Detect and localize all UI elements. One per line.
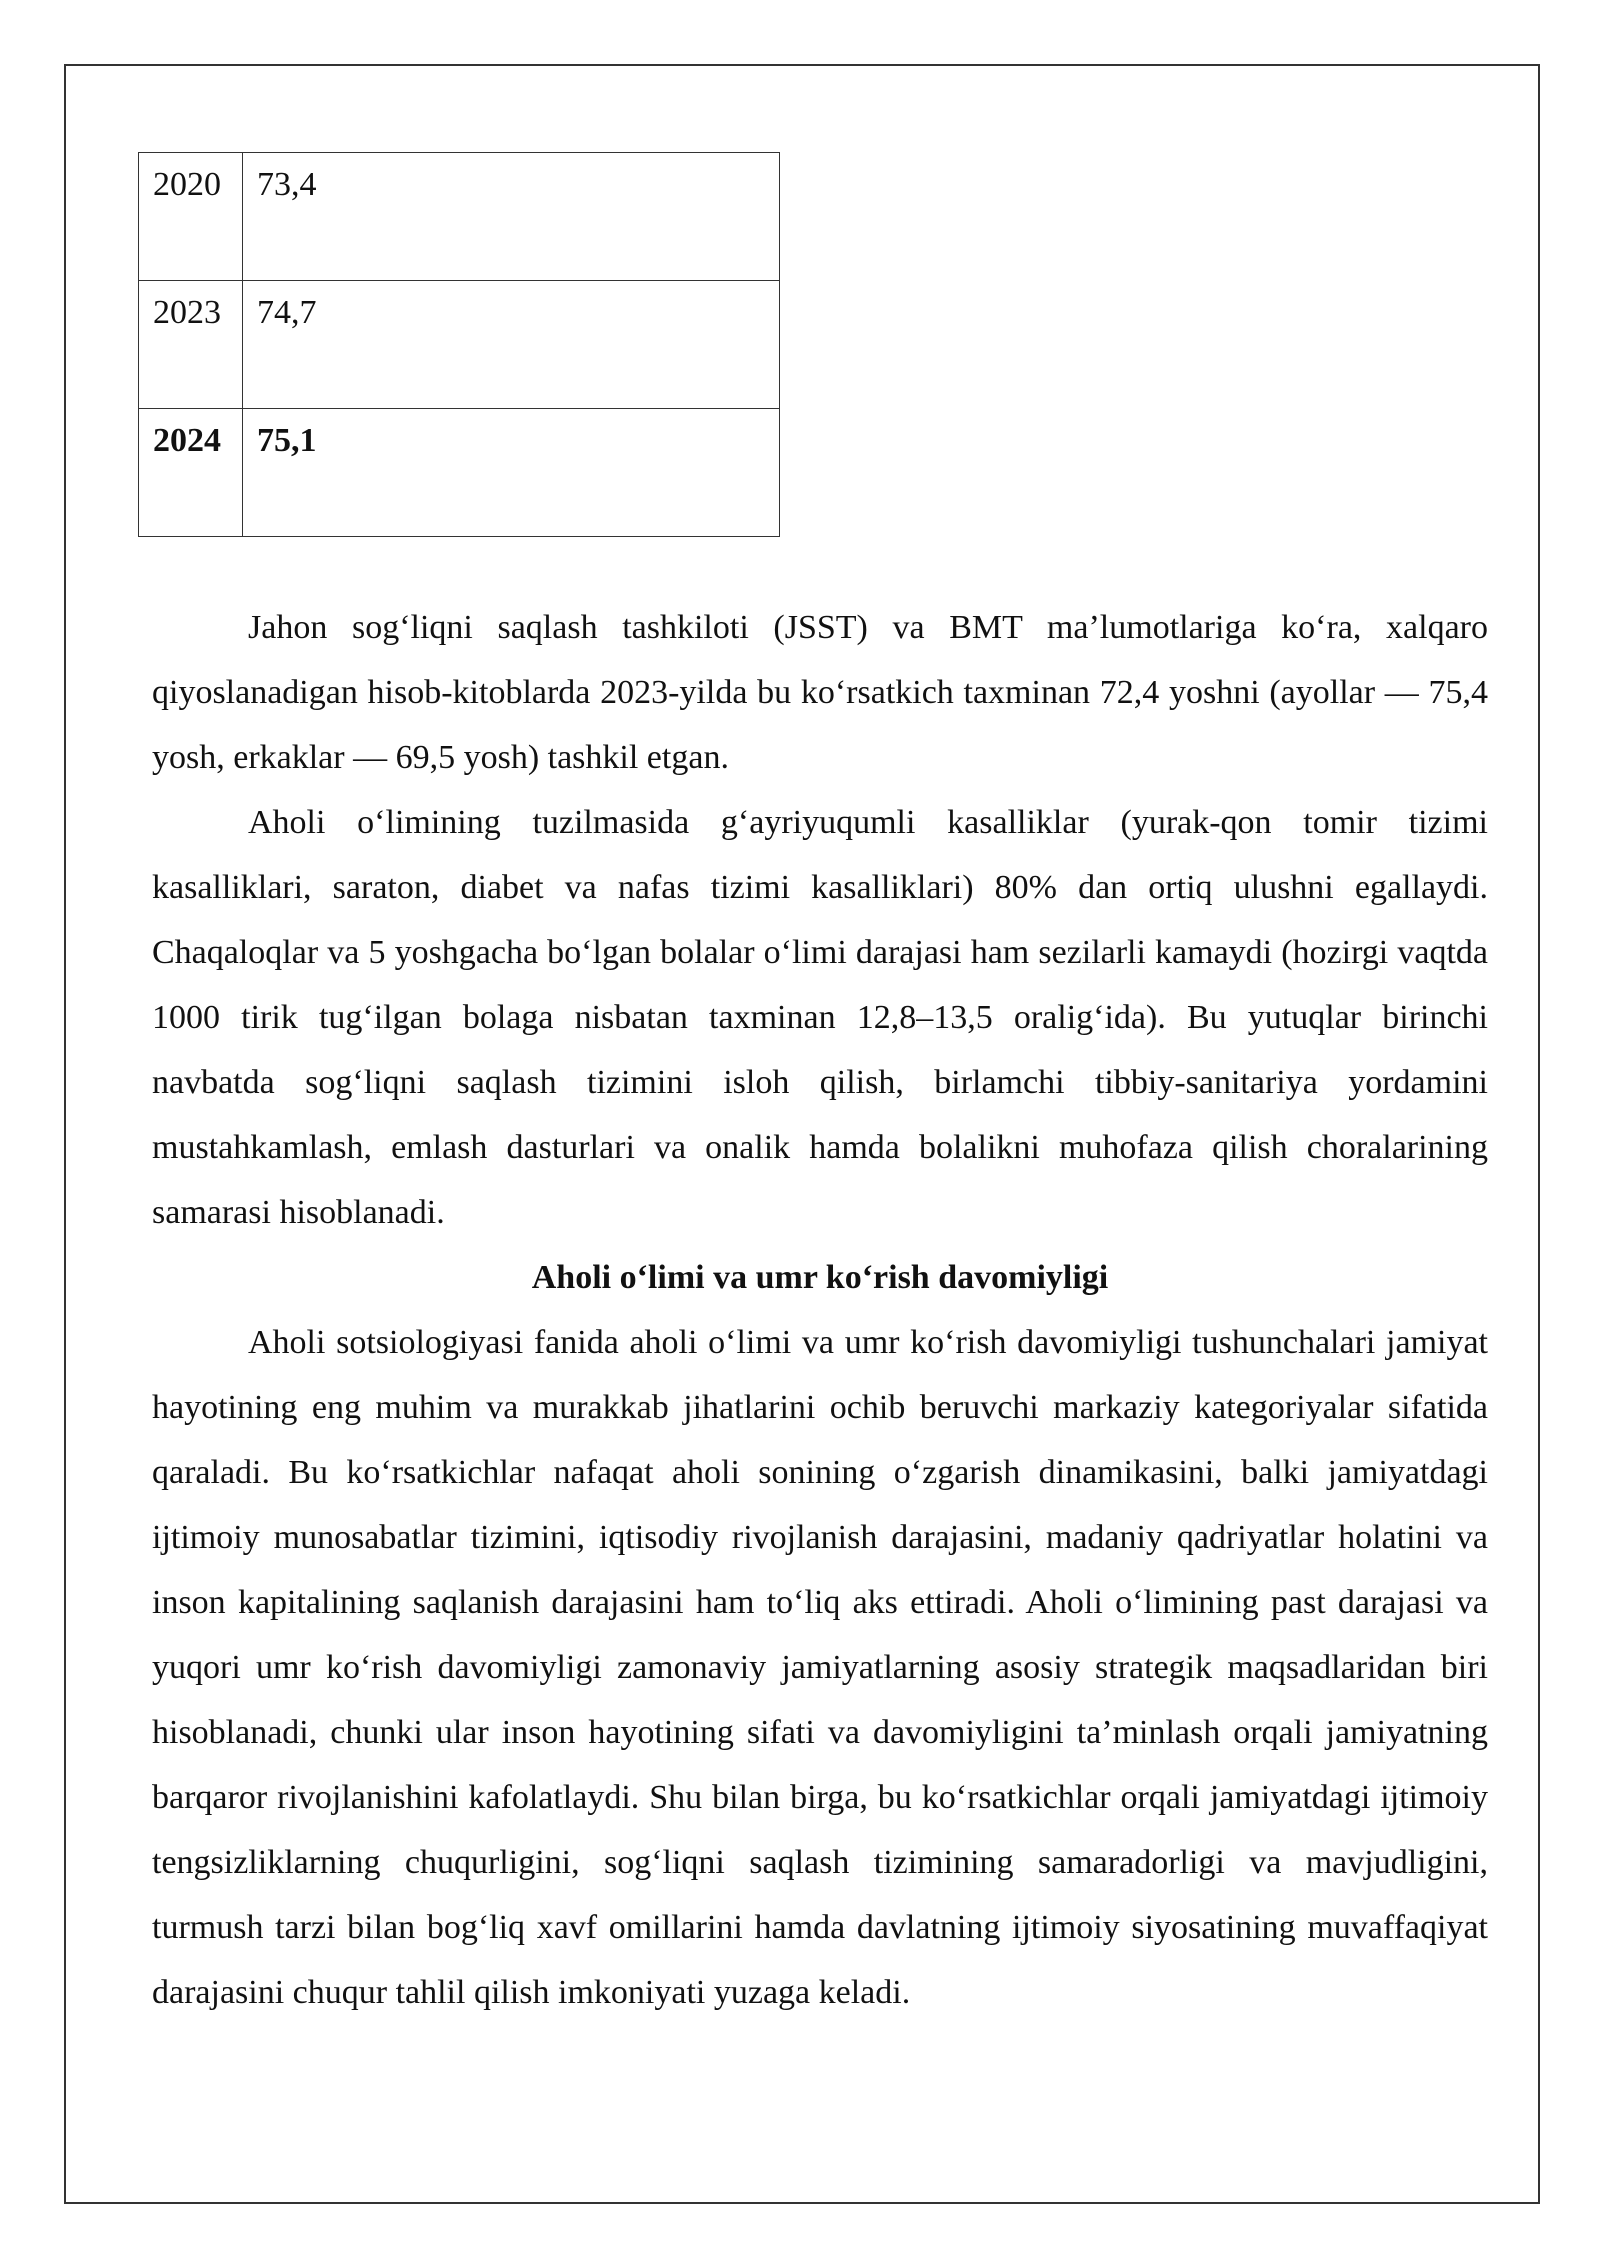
table-row <box>139 281 780 409</box>
table-row <box>139 153 780 281</box>
paragraph-sociology: Aholi sotsiologiyasi fanida aholi o‘limi va umr ko‘rish davomiyligi tushunchalari jamiyat hayotining eng muhim va murakkab jihatlarini ochib beruvchi markaziy kategoriyalar sifatida qaraladi. Bu ko‘rsatkichlar nafaqat aholi sonining o‘zgarish dinamikasini, balki jamiyatdagi ijtimoiy munosabatlar tizimini, iqtisodiy rivojlanish darajasini, madaniy qadriyatlar holatini va inson kapitalining saqlanish darajasini ham to‘liq aks ettiradi. Aholi o‘limining past darajasi va yuqori umr ko‘rish davomiyligi zamonaviy jamiyatlarning asosiy strategik maqsadlaridan biri hisoblanadi, chunki ular inson hayotining sifati va davomiyligini ta’minlash orqali jamiyatning barqaror rivojlanishini kafolatlaydi. Shu bilan birga, bu ko‘rsatkichlar orqali jamiyatdagi ijtimoiy tengsizliklarning chuqurligini, sog‘liqni saqlash tizimining samaradorligi va mavjudligini, turmush tarzi bilan bog‘liq xavf omillarini hamda davlatning ijtimoiy siyosatining muvaffaqiyat darajasini chuqur tahlil qilish imkoniyati yuzaga keladi. <box>152 1324 1488 2011</box>
value-cell: 73,4 <box>243 153 780 281</box>
year-cell: 2020 <box>139 153 243 281</box>
life-expectancy-table <box>138 152 780 537</box>
section-heading: Aholi o‘limi va umr ko‘rish davomiyligi <box>531 1259 1109 1296</box>
paragraph-who-data: Jahon sog‘liqni saqlash tashkiloti (JSST) va BMT ma’lumotlariga ko‘ra, xalqaro qiyoslanadigan hisob-kitoblarda 2023-yilda bu ko‘rsatkich taxminan 72,4 yoshni (ayollar — 75,4 yosh, erkaklar — 69,5 yosh) tashkil etgan. <box>152 609 1488 776</box>
year-cell: 2024 <box>139 409 243 537</box>
year-cell: 2023 <box>139 281 243 409</box>
table-row-highlighted <box>139 409 780 537</box>
document-body <box>152 152 1488 2025</box>
value-cell: 75,1 <box>243 409 780 537</box>
paragraph-mortality-structure: Aholi o‘limining tuzilmasida g‘ayriyuqumli kasalliklar (yurak-qon tomir tizimi kasalliklari, saraton, diabet va nafas tizimi kasalliklari) 80% dan ortiq ulushni egallaydi. Chaqaloqlar va 5 yoshgacha bo‘lgan bolalar o‘limi darajasi ham sezilarli kamaydi (hozirgi vaqtda 1000 tirik tug‘ilgan bolaga nisbatan taxminan 12,8–13,5 oralig‘ida). Bu yutuqlar birinchi navbatda sog‘liqni saqlash tizimini isloh qilish, birlamchi tibbiy-sanitariya yordamini mustahkamlash, emlash dasturlari va onalik hamda bolalikni muhofaza qilish choralarining samarasi hisoblanadi. <box>152 804 1488 1231</box>
value-cell: 74,7 <box>243 281 780 409</box>
